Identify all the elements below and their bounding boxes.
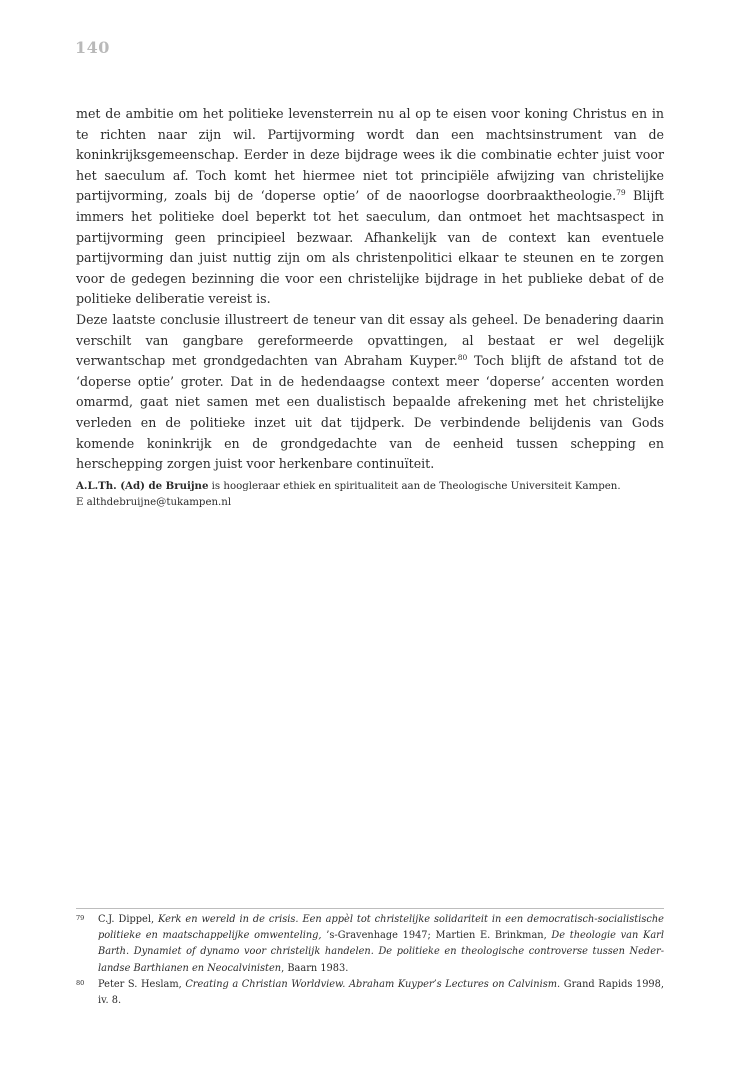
footnote-reference-80[interactable]: 80 xyxy=(457,353,468,363)
footnote-79-part-5: , Baarn 1983. xyxy=(281,962,349,974)
footnote-79-part-1: C.J. Dippel, xyxy=(98,914,159,925)
footnotes xyxy=(76,912,664,1009)
author-name: A.L.Th. (Ad) de Bruijne xyxy=(76,480,209,492)
author-email[interactable]: E althdebruijne@tukampen.nl xyxy=(76,497,232,508)
paragraph-1-text-a: met de ambitie om het politieke levensterrein nu al op te eisen voor koning Christus en in te richten naar zijn wil. Partijvorming wordt dan een machtsinstrument van de koninkrijksgemeenschap. Eerder in deze bijdrage wees ik die combinatie echter juist voor het saeculum af. Toch komt het hiermee niet tot principiële afwijzing van christelijke partijvorming, zoals bij de ‘doperse optie’ of de naoorlogse doorbraaktheologie. xyxy=(76,106,664,204)
footnote-80-part-1: Peter S. Heslam, xyxy=(98,978,186,990)
footnote-79 xyxy=(76,912,664,977)
body-text xyxy=(76,104,664,475)
paragraph-2-text-b: Toch blijft de afstand tot de ‘doperse optie’ groter. Dat in de hedendaagse context meer ‘doperse’ accenten worden omarmd, gaat niet samen met een dualistisch bepaalde afrekening met het christelijke verleden en de politieke inzet uit dat tijdperk. De verbindende belijdenis van Gods komende koninkrijk en de grondgedachte van de eenheid tussen schepping en herschepping zorgen juist voor herkenbare continuïteit. xyxy=(76,353,664,472)
paragraph-2 xyxy=(76,310,664,475)
author-bio xyxy=(76,478,664,511)
author-line xyxy=(76,478,664,495)
paragraph-1-text-b: Blijft immers het politieke doel beperkt tot het saeculum, dan ontmoet het machtsaspect in partijvorming geen principieel bezwaar. Afhankelijk van de context kan eventuele partijvorming dan juist nuttig zijn om als christenpolitici elkaar te steunen en te zorgen voor de gedegen bezinning die voor een christelijke bijdrage in het publieke debat of de politieke deliberatie vereist is. xyxy=(76,188,664,307)
footnote-79-part-3: ’s-Gravenhage 1947; Martien E. Brinkman, xyxy=(321,930,552,942)
footnote-79-title-2: De theologie van Karl Barth. Dynamiet of dynamo voor christelijk handelen. De politieke en theologische controverse tussen Nederlandse Barthianen en Neocalvinisten xyxy=(98,930,664,974)
page-number: 140 xyxy=(75,38,110,57)
footnote-80-part-3: Grand Rapids 1998, iv. 8. xyxy=(98,978,665,1007)
footnote-79-title-1: Kerk en wereld in de crisis. Een appèl tot christelijke solidariteit in een democratisch-socialistische politieke en maatschappelijke omwenteling, xyxy=(98,914,664,942)
author-description: is hoogleraar ethiek en spiritualiteit aan de Theologische Universiteit Kampen. xyxy=(208,481,621,492)
paragraph-1 xyxy=(76,104,664,310)
footnote-number: 80 xyxy=(76,978,85,987)
footnote-80-title: Creating a Christian Worldview. Abraham Kuyper’s Lectures on Calvinism. xyxy=(185,978,561,990)
footnote-number: 79 xyxy=(76,914,85,922)
footnote-80 xyxy=(76,977,664,1009)
footnote-reference-79[interactable]: 79 xyxy=(616,188,626,198)
paragraph-2-text-a: Deze laatste conclusie illustreert de teneur van dit essay als geheel. De benadering daarin verschilt van gangbare gereformeerde opvattingen, al bestaat er wel degelijk verwantschap met grondgedachten van Abraham Kuyper. xyxy=(76,311,664,369)
footnote-divider xyxy=(76,908,664,909)
